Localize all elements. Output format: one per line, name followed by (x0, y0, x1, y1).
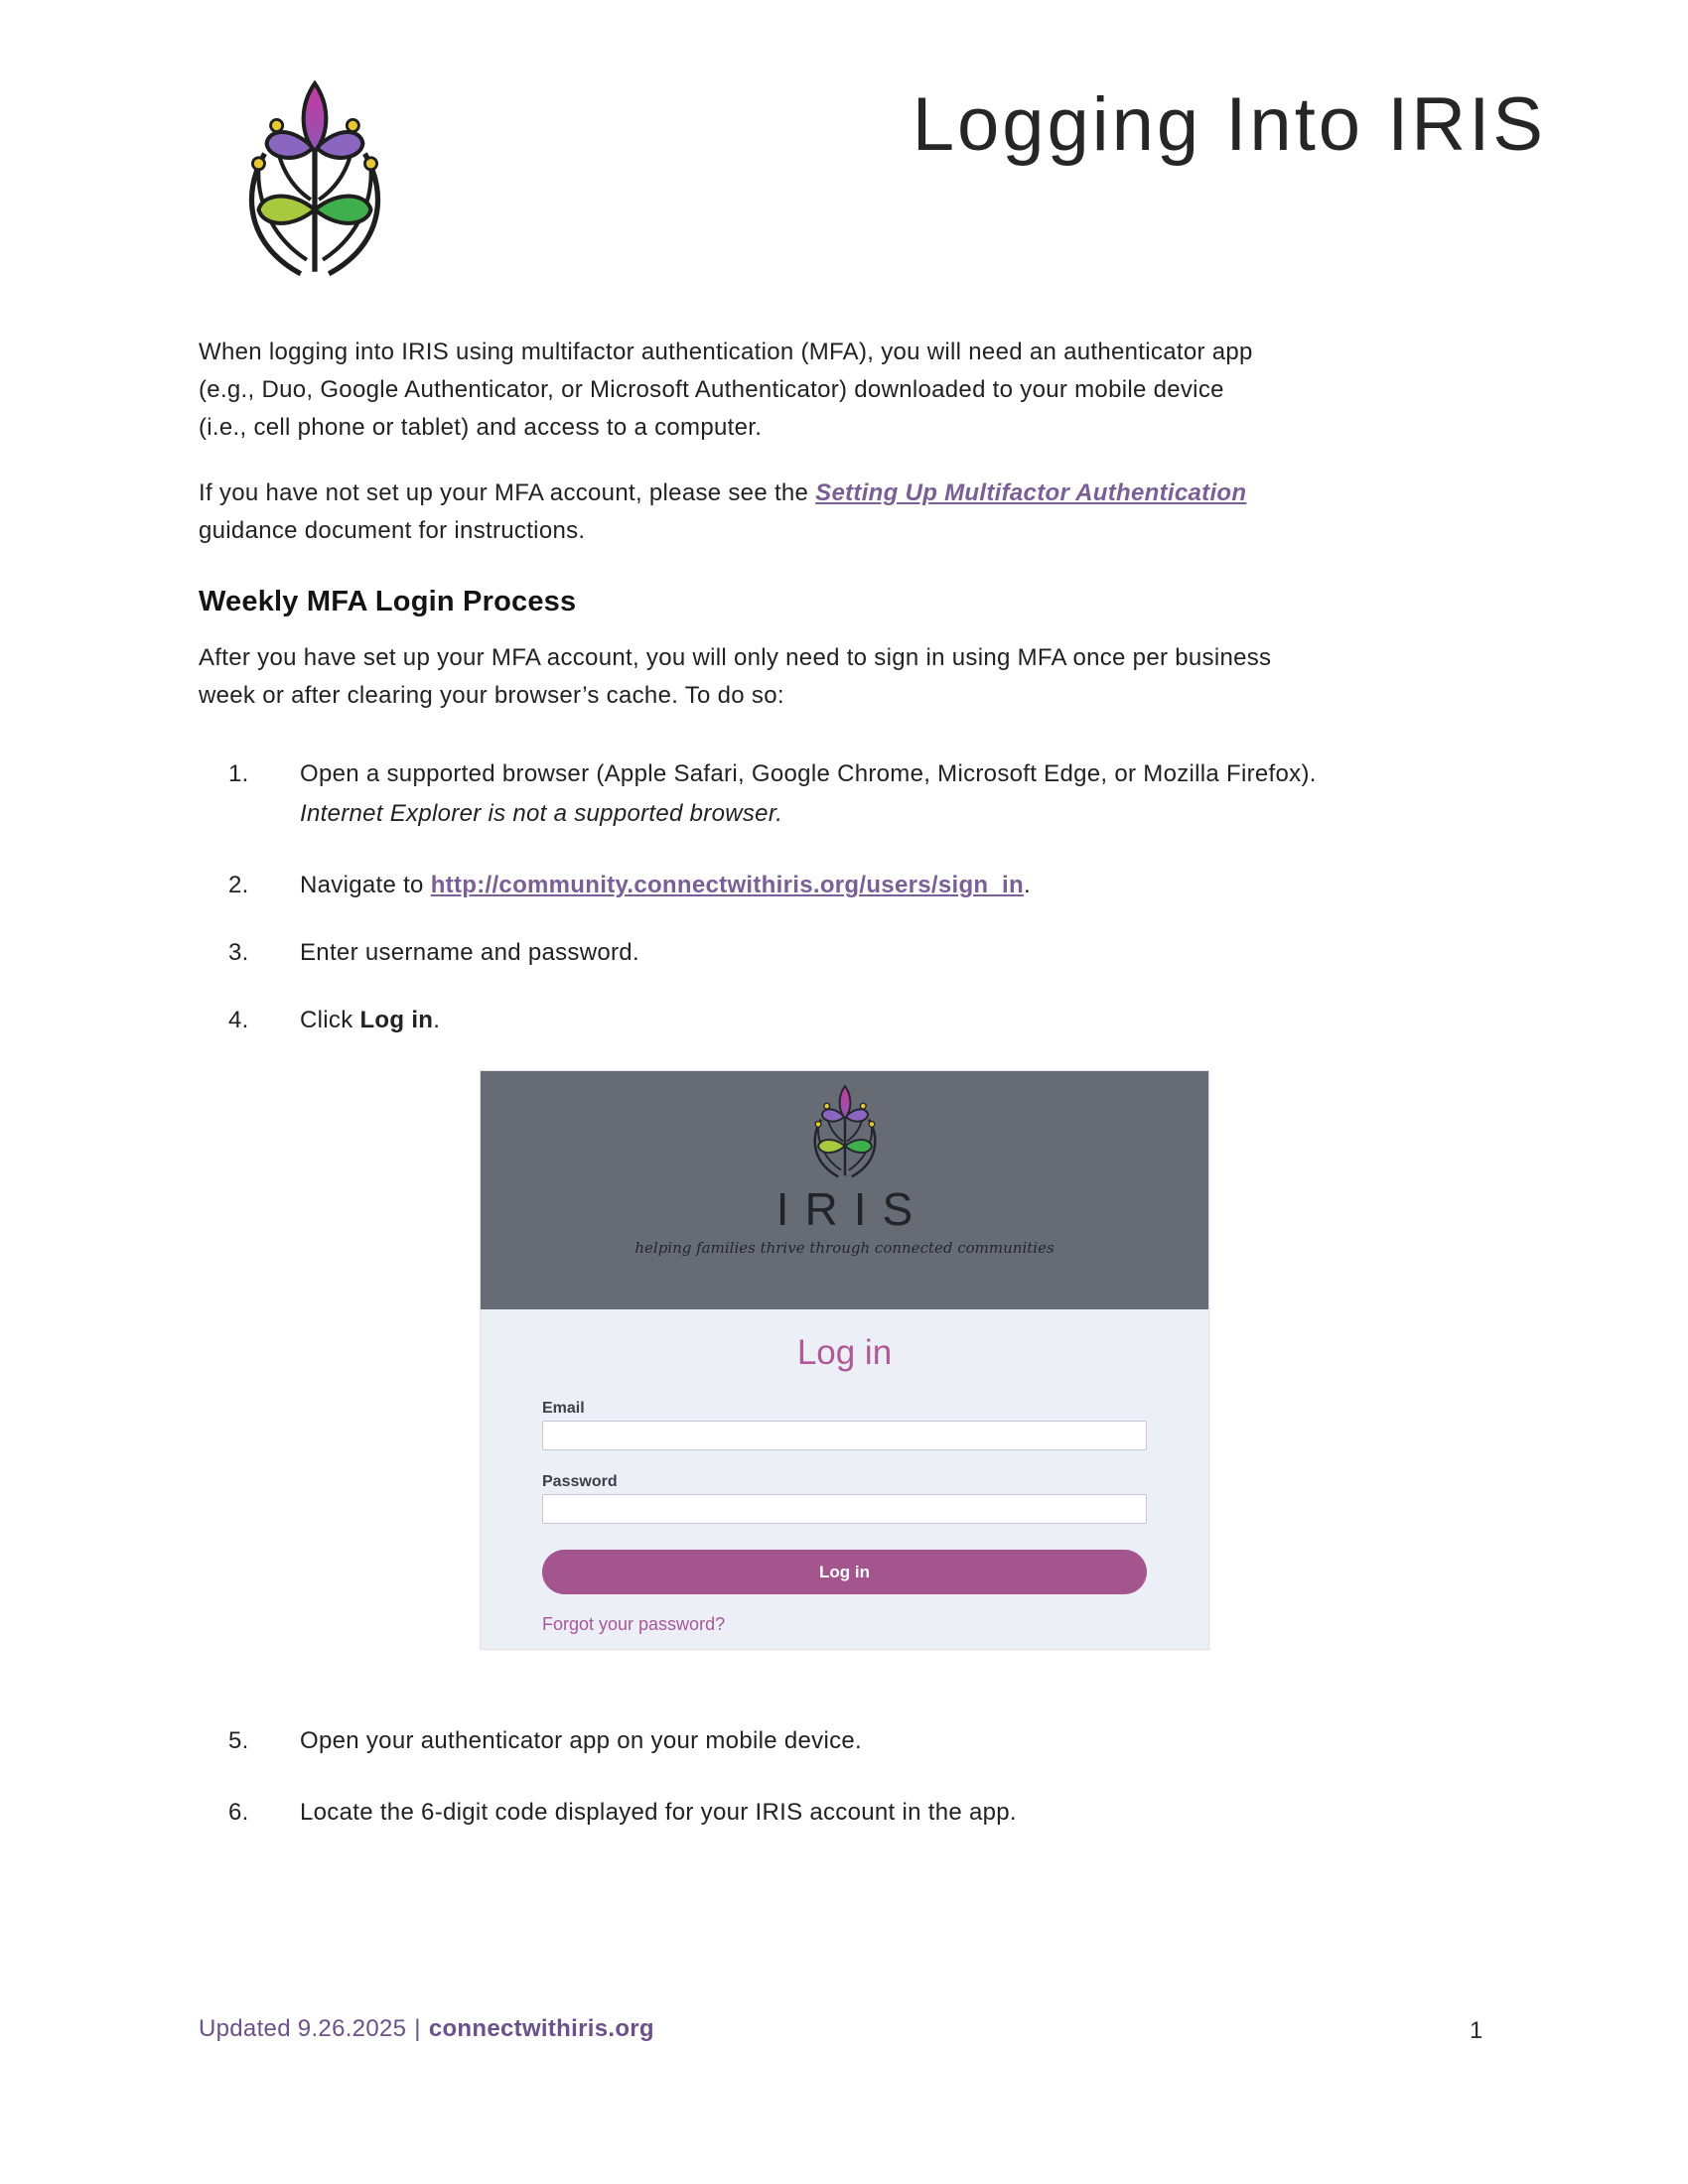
step-text (300, 1001, 1509, 1040)
text-line: (i.e., cell phone or tablet) and access to a computer. (199, 414, 763, 441)
step-text: Enter username and password. (300, 939, 639, 966)
document-title: Logging Into IRIS (912, 82, 1546, 167)
step-item-6 (228, 1793, 1509, 1833)
footer (199, 2015, 654, 2043)
step-number: 5. (228, 1727, 249, 1754)
footer-site: connectwithiris.org (428, 2015, 654, 2042)
footer-separator: | (414, 2015, 421, 2042)
email-input (542, 1421, 1147, 1450)
iris-wordmark: IRIS (775, 1183, 929, 1235)
login-screenshot-image (480, 1070, 1209, 1650)
page-number: 1 (1470, 2017, 1483, 2044)
password-label: Password (542, 1473, 618, 1490)
step-text-post: . (1023, 872, 1031, 898)
step-text (300, 754, 1509, 834)
step-text-pre: Navigate to (300, 872, 431, 898)
step-text (300, 866, 1509, 905)
password-input (542, 1494, 1147, 1524)
text-line: When logging into IRIS using multifactor authentication (MFA), you will need an authenticator app (199, 339, 1253, 365)
step-text: Locate the 6-digit code displayed for your IRIS account in the app. (300, 1799, 1017, 1826)
email-label: Email (542, 1400, 585, 1417)
step-text-post: . (433, 1007, 441, 1033)
login-button: Log in (542, 1550, 1147, 1594)
step-number: 6. (228, 1799, 249, 1826)
mfa-note-paragraph (199, 475, 1504, 550)
step-item-1 (228, 754, 1509, 834)
mfa-setup-link[interactable]: Setting Up Multifactor Authentication (815, 479, 1247, 506)
text-line: After you have set up your MFA account, you will only need to sign in using MFA once per business (199, 644, 1272, 671)
section-paragraph (199, 639, 1504, 715)
text-line: (e.g., Duo, Google Authenticator, or Microsoft Authenticator) downloaded to your mobile device (199, 376, 1224, 403)
log-in-bold-text: Log in (359, 1007, 434, 1033)
text-line: Open a supported browser (Apple Safari, Google Chrome, Microsoft Edge, or Mozilla Firefox). (300, 760, 1317, 787)
step-item-2 (228, 866, 1509, 905)
screenshot-iris-logo (794, 1084, 896, 1185)
text-line: guidance document for instructions. (199, 517, 586, 544)
step-item-3 (228, 933, 1509, 973)
step-text: Open your authenticator app on your mobile device. (300, 1727, 863, 1754)
iris-logo (211, 79, 418, 292)
mfa-note-pre: If you have not set up your MFA account, please see the (199, 479, 816, 506)
footer-updated: Updated 9.26.2025 (199, 2015, 407, 2042)
text-line (199, 475, 1504, 512)
iris-flower-logo-icon (794, 1084, 896, 1185)
iris-tagline: helping families thrive through connected communities (634, 1239, 1055, 1257)
step-number: 2. (228, 872, 249, 898)
iris-flower-logo-icon (211, 79, 418, 292)
forgot-password-link: Forgot your password? (542, 1614, 726, 1634)
intro-paragraph (199, 334, 1504, 447)
screenshot-header (481, 1071, 1208, 1309)
step-item-5 (228, 1721, 1509, 1761)
section-heading: Weekly MFA Login Process (199, 586, 577, 617)
text-line: week or after clearing your browser’s cache. To do so: (199, 682, 784, 709)
step-number: 1. (228, 760, 249, 787)
step-item-4 (228, 1001, 1509, 1040)
screenshot-login-panel (481, 1309, 1208, 1649)
step-text-pre: Click (300, 1007, 360, 1033)
step-number: 3. (228, 939, 249, 966)
text-line-italic: Internet Explorer is not a supported browser. (300, 800, 783, 827)
step-number: 4. (228, 1007, 249, 1033)
sign-in-url-link[interactable]: http://community.connectwithiris.org/users/sign_in (430, 872, 1024, 898)
login-heading: Log in (796, 1333, 893, 1372)
